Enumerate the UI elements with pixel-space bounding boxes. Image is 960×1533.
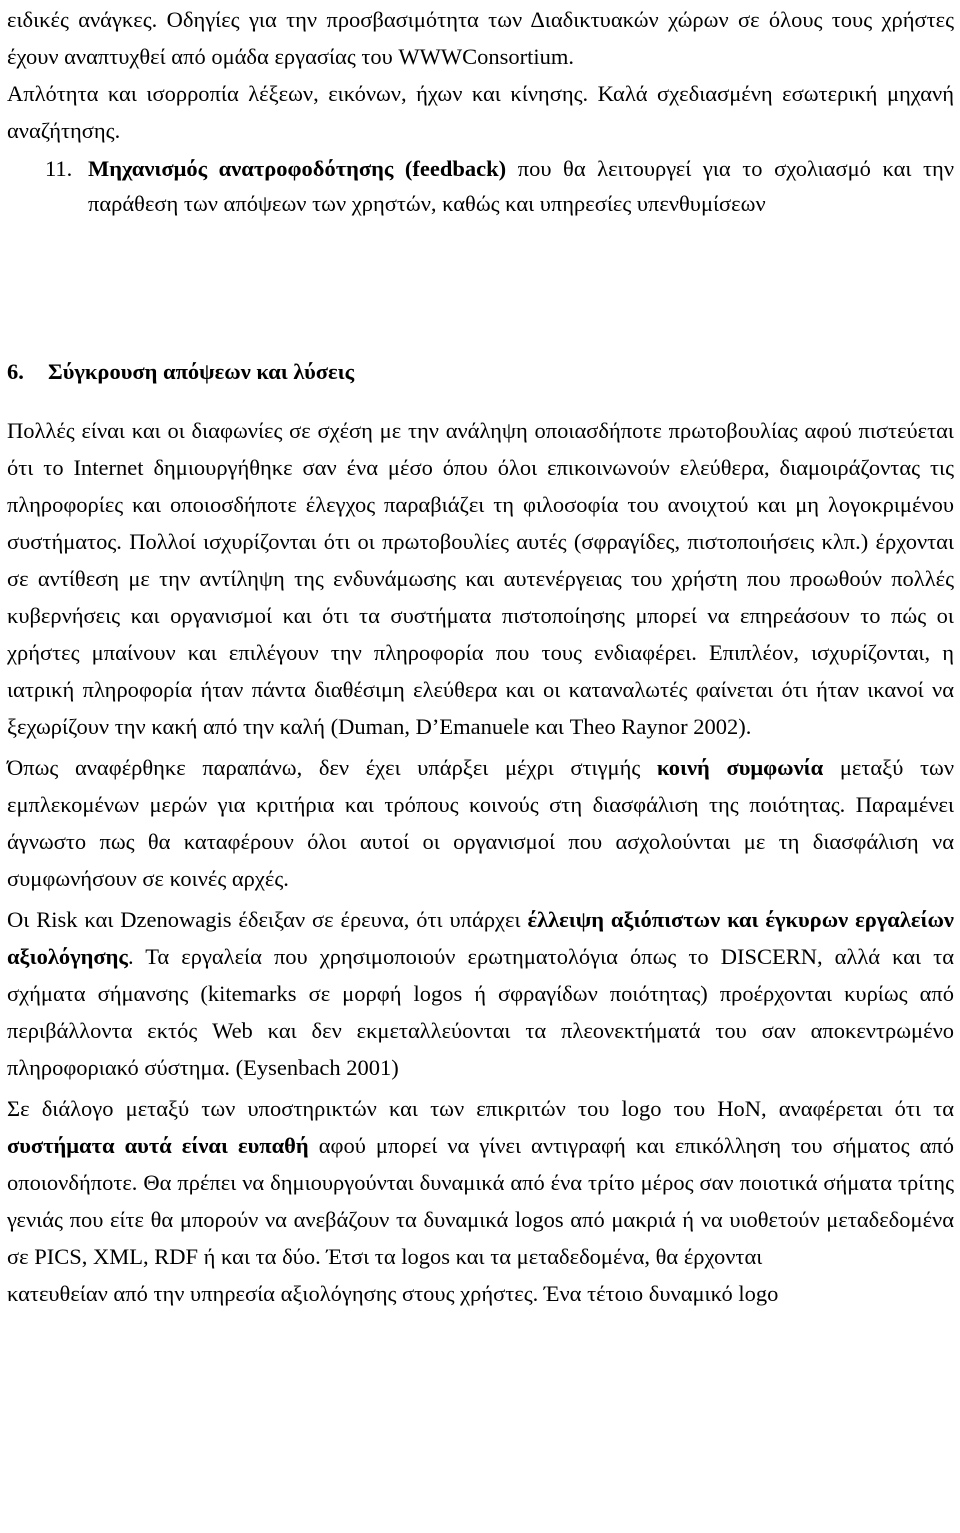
paragraph-disagreements <box>7 412 954 745</box>
list-item-bold-term: Μηχανισμός ανατροφοδότησης (feedback) <box>88 156 507 181</box>
p3-before: Οι Risk και Dzenowagis έδειξαν σε έρευνα, ότι υπάρχει <box>7 907 528 932</box>
paragraph-common-agreement <box>7 749 954 897</box>
intro-sentence-1: ειδικές ανάγκες. Οδηγίες για την προσβασιμότητα των Διαδικτυακών χώρων σε όλους τους χρήστες έχουν αναπτυχθεί από ομάδα εργασίας του WWWConsortium. <box>7 7 954 69</box>
intro-paragraph <box>7 1 954 149</box>
p4-last-line: κατευθείαν από την υπηρεσία αξιολόγησης στους χρήστες. Ένα τέτοιο δυναμικό logo <box>7 1281 779 1306</box>
section-number: 6. <box>7 359 24 384</box>
p2-after: μεταξύ των εμπλεκομένων μερών για κριτήρια και τρόπους κοινούς στη διασφάλιση της ποιότητας. Παραμένει άγνωστο πως θα καταφέρουν όλοι αυτοί οι οργανισμοί που ασχολούνται με τη διασφάλιση να συμφωνήσουν σε κοινές αρχές. <box>7 755 954 891</box>
paragraph-disagreements-text: Πολλές είναι και οι διαφωνίες σε σχέση με την ανάληψη οποιασδήποτε πρωτοβουλίας αφού πιστεύεται ότι το Internet δημιουργήθηκε σαν ένα μέσο όπου όλοι επικοινωνούν ελεύθερα, διαμοιράζοντας τις πληροφορίες και οποιοσδήποτε έλεγχος παραβιάζει τη φιλοσοφία του ανοιχτού και μη λογοκριμένου συστήματος. Πολλοί ισχυρίζονται ότι οι πρωτοβουλίες αυτές (σφραγίδες, πιστοποιήσεις κλπ.) έρχονται σε αντίθεση με την αντίληψη της ενδυνάμωσης και αυτενέργειας του χρήστη που προωθούν πολλές κυβερνήσεις και οργανισμοί και ότι τα συστήματα πιστοποίησης μπορεί να επηρεάσουν το πώς οι χρήστες μπαίνουν και επιλέγουν την πληροφορία που τους ενδιαφέρει. Επιπλέον, ισχυρίζονται, η ιατρική πληροφορία ήταν πάντα διαθέσιμη ελεύθερα και οι καταναλωτές φαίνεται ότι ήταν ικανοί να ξεχωρίζουν την κακή από την καλή (Duman, D’Emanuele και Theo Raynor 2002). <box>7 418 954 739</box>
p4-after: αφού μπορεί να γίνει αντιγραφή και επικόλληση του σήματος από οποιονδήποτε. Θα πρέπει να δημιουργούνται δυναμικά από ένα τρίτο μέρος σαν ποιοτικά σήματα τρίτης γενιάς που είτε θα μπορούν να ανεβάζουν τα δυναμικά logos από μακριά ή να υιοθετούν μεταδεδομένα σε PICS, XML, RDF ή και τα δύο. Έτσι τα logos και τα μεταδεδομένα, θα έρχονται <box>7 1133 954 1269</box>
p2-bold: κοινή συμφωνία <box>656 755 824 780</box>
paragraph-evaluation-tools <box>7 901 954 1086</box>
intro-sentence-2: Απλότητα και ισορροπία λέξεων, εικόνων, ήχων και κίνησης. Καλά σχεδιασμένη εσωτερική μηχανή αναζήτησης. <box>7 81 954 143</box>
list-item-number: 11. <box>45 156 73 181</box>
section-heading <box>7 357 954 387</box>
p3-after: . Τα εργαλεία που χρησιμοποιούν ερωτηματολόγια όπως το DISCERN, αλλά και τα σχήματα σήμανσης (kitemarks σε μορφή logos ή σφραγίδων ποιότητας) προέρχονται κυρίως από περιβάλλοντα εκτός Web και δεν εκμεταλλεύονται τα πλεονεκτήματά του σαν αποκεντρωμένο πληροφοριακό σύστημα. (Eysenbach 2001) <box>7 944 954 1080</box>
p4-bold: συστήματα αυτά είναι ευπαθή <box>7 1133 309 1158</box>
section-title: Σύγκρουση απόψεων και λύσεις <box>48 359 355 384</box>
document-page <box>0 1 960 1533</box>
list-item-text: που θα λειτουργεί για το σχολιασμό και την παράθεση των απόψεων των χρηστών, καθώς και υπηρεσίες υπενθυμίσεων <box>88 156 954 216</box>
p4-before: Σε διάλογο μεταξύ των υποστηρικτών και των επικριτών του logo του HoN, αναφέρεται ότι τα <box>7 1096 954 1121</box>
paragraph-hon-logo <box>7 1090 954 1312</box>
p3-bold: έλλειψη αξιόπιστων και έγκυρων εργαλείων αξιολόγησης <box>7 907 954 969</box>
list-item-11 <box>7 151 954 221</box>
p2-before: Όπως αναφέρθηκε παραπάνω, δεν έχει υπάρξει μέχρι στιγμής <box>7 755 657 780</box>
